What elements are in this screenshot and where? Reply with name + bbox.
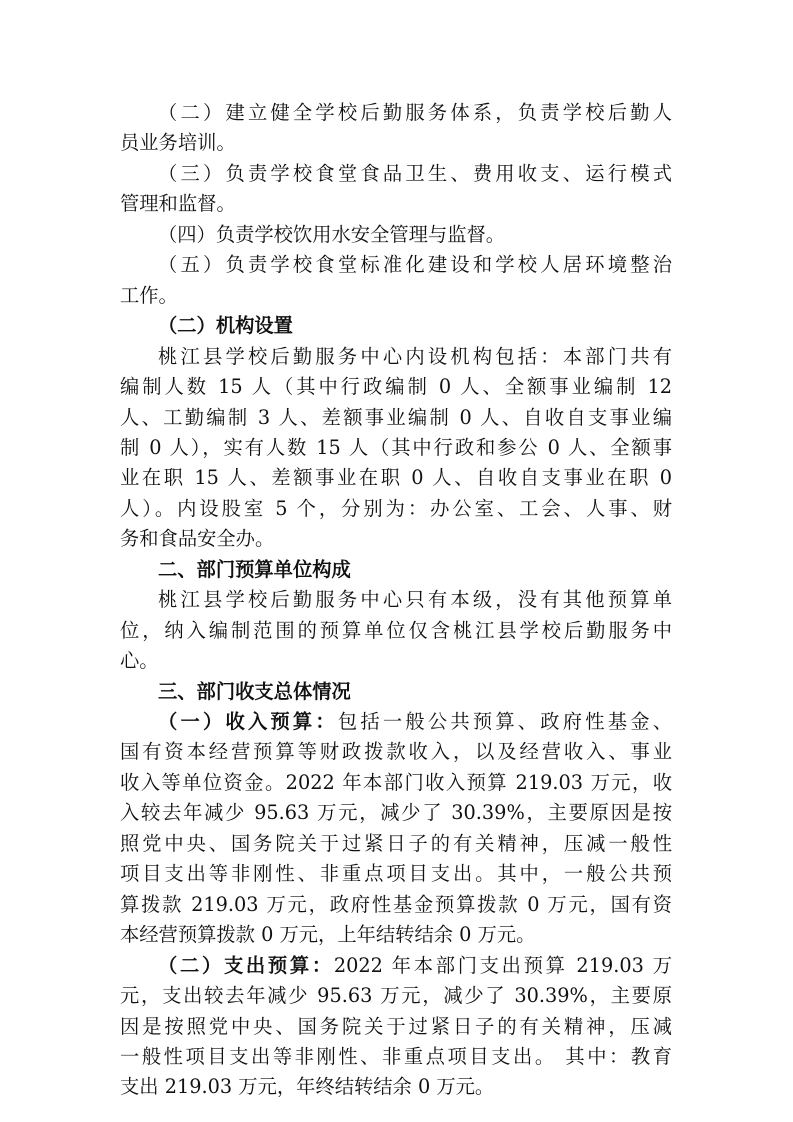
section-heading: 二、部门预算单位构成 <box>158 557 351 581</box>
paragraph-line: 入较去年减少 95.63 万元，减少了 30.39%，主要原因是按 <box>120 801 672 825</box>
paragraph-line: 管理和监督。 <box>120 192 236 216</box>
paragraph-line: 因是按照党中央、国务院关于过紧日子的有关精神，压减 <box>120 1014 672 1038</box>
paragraph-line: 业在职 15 人、差额事业在职 0 人、自收自支事业在职 0 <box>120 466 672 490</box>
paragraph-line: 编制人数 15 人（其中行政编制 0 人、全额事业编制 12 <box>120 375 672 399</box>
paragraph-line: 心。 <box>120 649 159 673</box>
paragraph-line: 工作。 <box>120 283 178 307</box>
paragraph-line: 收入等单位资金。2022 年本部门收入预算 219.03 万元，收 <box>120 770 672 794</box>
paragraph-line: （三）负责学校食堂食品卫生、费用收支、运行模式 <box>158 161 672 185</box>
paragraph-text: 包括一般公共预算、政府性基金、 <box>337 710 673 733</box>
paragraph-line: 务和食品安全办。 <box>120 527 275 551</box>
paragraph-line: 制 0 人），实有人数 15 人（其中行政和参公 0 人、全额事 <box>120 435 672 459</box>
paragraph-line: 支出 219.03 万元，年终结转结余 0 万元。 <box>120 1075 495 1099</box>
paragraph-line: （四）负责学校饮用水安全管理与监督。 <box>158 222 506 246</box>
paragraph-line: 本经营预算拨款 0 万元，上年结转结余 0 万元。 <box>120 923 536 947</box>
paragraph-line: （二）建立健全学校后勤服务体系，负责学校后勤人 <box>158 101 672 124</box>
paragraph-line: 照党中央、国务院关于过紧日子的有关精神，压减一般性 <box>120 831 672 855</box>
section-heading: （二）机构设置 <box>158 314 293 338</box>
paragraph-line <box>158 709 672 734</box>
paragraph-line: 桃江县学校后勤服务中心内设机构包括：本部门共有 <box>158 344 672 368</box>
paragraph-line: 元，支出较去年减少 95.63 万元，减少了 30.39%，主要原 <box>120 984 672 1008</box>
paragraph-line: 人、工勤编制 3 人、差额事业编制 0 人、自收自支事业编 <box>120 405 672 429</box>
paragraph-line: 人）。内设股室 5 个，分别为：办公室、工会、人事、财 <box>120 496 672 520</box>
paragraph-line: 一般性项目支出等非刚性、非重点项目支出。 其中：教育 <box>120 1044 672 1068</box>
paragraph-line: 算拨款 219.03 万元，政府性基金预算拨款 0 万元，国有资 <box>120 892 672 916</box>
paragraph-line: 项目支出等非刚性、非重点项目支出。其中，一般公共预 <box>120 862 672 886</box>
paragraph-line <box>158 953 672 978</box>
paragraph-line: 位，纳入编制范围的预算单位仅含桃江县学校后勤服务中 <box>120 618 672 642</box>
paragraph-line: 桃江县学校后勤服务中心只有本级，没有其他预算单 <box>158 588 672 612</box>
paragraph-line: 员业务培训。 <box>120 131 236 155</box>
paragraph-line: 国有资本经营预算等财政拨款收入，以及经营收入、事业 <box>120 740 672 764</box>
expense-heading: （二）支出预算： <box>158 953 334 977</box>
paragraph-text: 2022 年本部门支出预算 219.03 万 <box>333 953 673 977</box>
income-heading: （一）收入预算： <box>158 710 338 733</box>
section-heading: 三、部门收支总体情况 <box>158 679 351 703</box>
paragraph-line: （五）负责学校食堂标准化建设和学校人居环境整治 <box>158 253 672 277</box>
